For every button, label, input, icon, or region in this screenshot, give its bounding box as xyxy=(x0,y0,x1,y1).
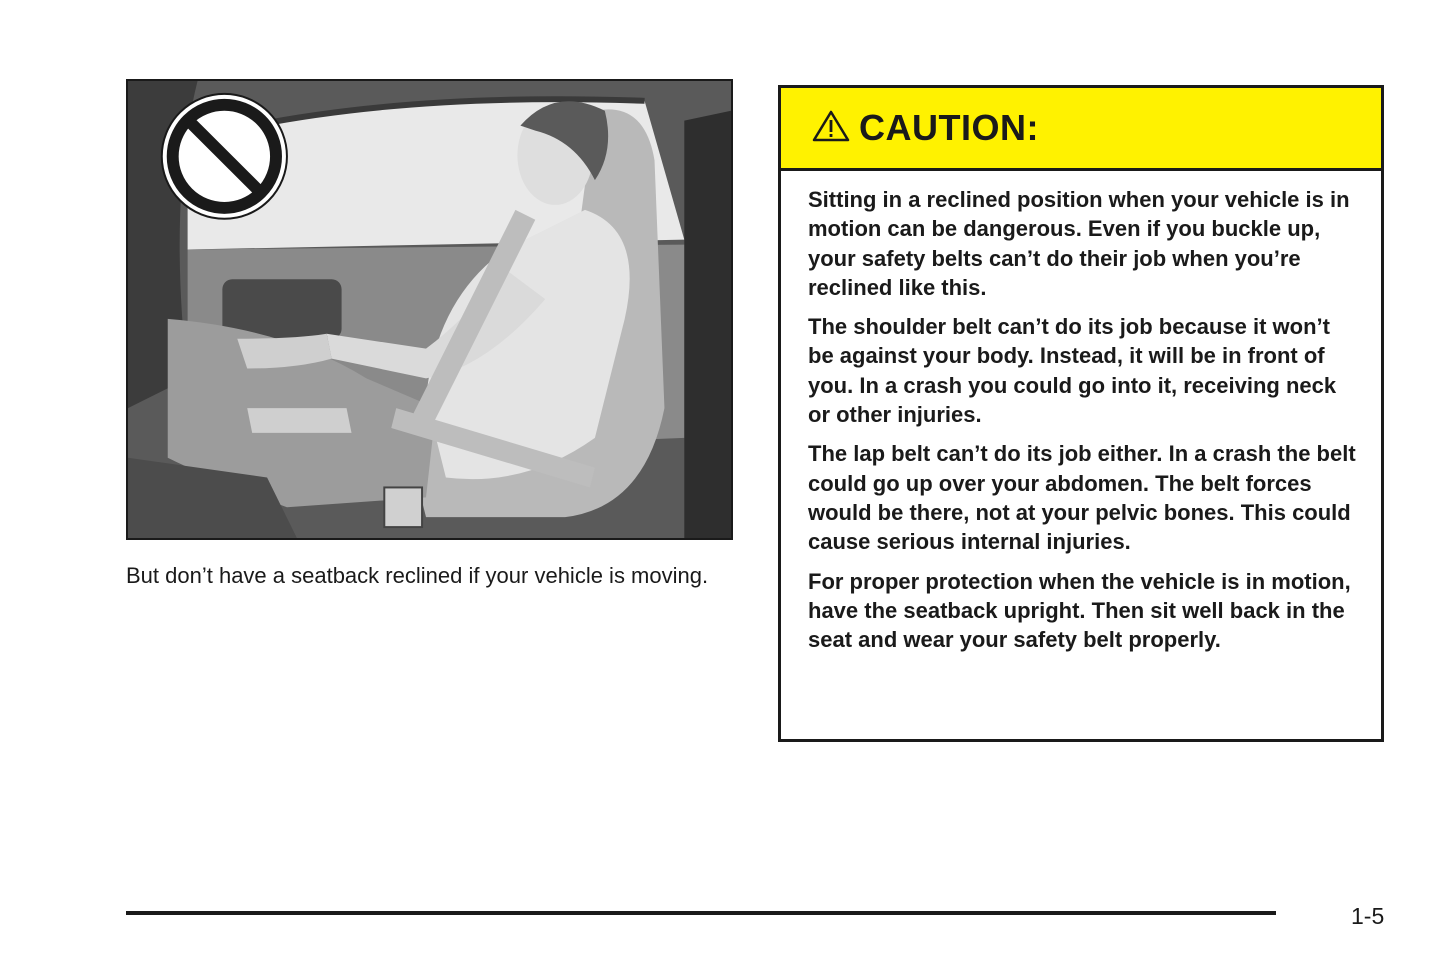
caution-title: CAUTION: xyxy=(859,107,1039,148)
illustration-caption: But don’t have a seatback reclined if your vehicle is moving. xyxy=(126,563,709,588)
caution-paragraph: The shoulder belt can’t do its job because it won’t be against your body. Instead, it will be in front of you. In a crash you could go into it, receiving neck or other injuries. xyxy=(808,314,1337,428)
warning-triangle-icon xyxy=(811,109,851,143)
caution-body xyxy=(781,171,1381,654)
caution-paragraph: Sitting in a reclined position when your vehicle is in motion can be dangerous. Even if you buckle up, your safety belts can’t do their job when you’re reclined like this. xyxy=(808,187,1350,300)
page-number: 1-5 xyxy=(1351,903,1385,929)
caution-paragraph: The lap belt can’t do its job either. In a crash the belt could go up over your abdomen. The belt forces would be there, not at your pelvic bones. This could cause serious internal injuries. xyxy=(808,441,1356,555)
caution-header xyxy=(781,88,1381,171)
prohibition-icon xyxy=(162,94,287,219)
caution-paragraph: For proper protection when the vehicle is in motion, have the seatback upright. Then sit well back in the seat and wear your safety belt properly. xyxy=(808,568,1351,653)
footer-rule xyxy=(126,911,1276,915)
reclined-seat-illustration xyxy=(126,79,733,540)
illustration-graphic xyxy=(128,81,731,538)
caution-box xyxy=(778,85,1384,742)
